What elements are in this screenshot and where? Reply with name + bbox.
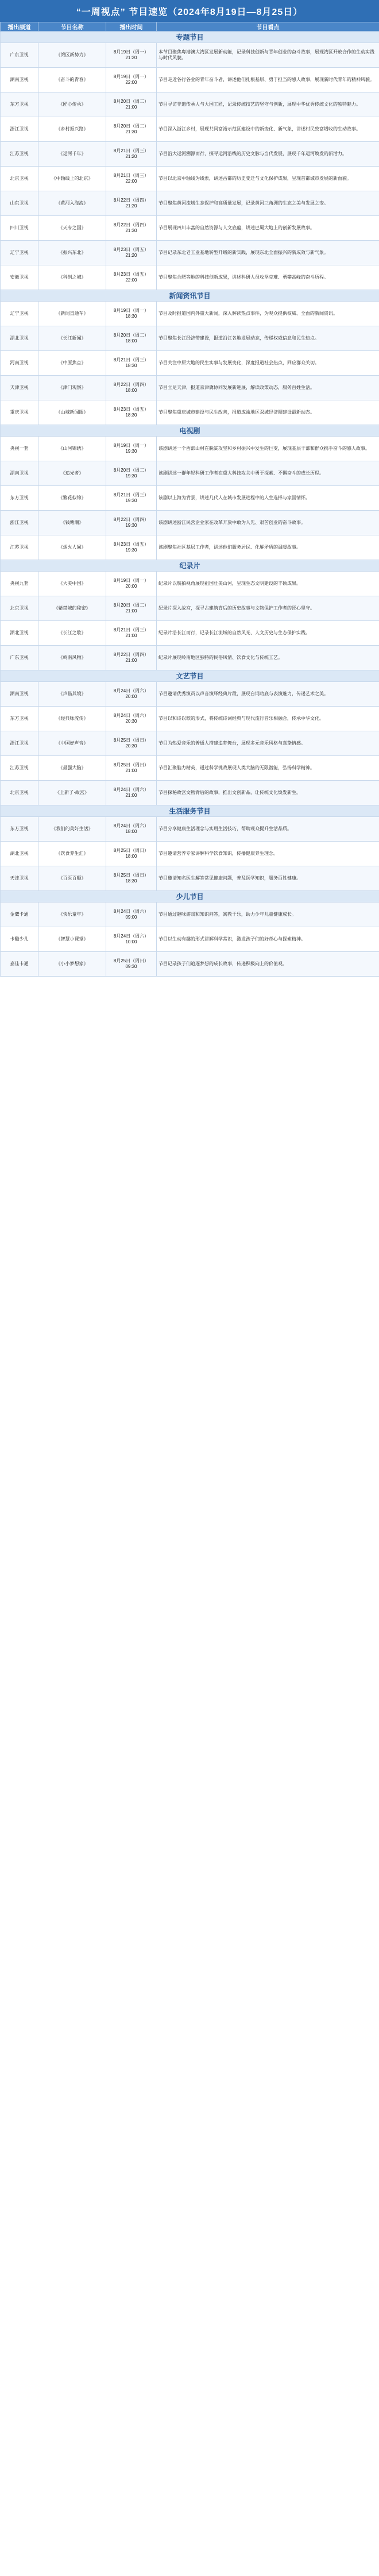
description-cell: 节目邀请营养专家讲解科学饮食知识，传播健康养生理念。 bbox=[157, 842, 379, 866]
program-cell: 《大美中国》 bbox=[38, 572, 106, 596]
time-cell: 8月24日（周六）10:00 bbox=[106, 927, 157, 952]
table-row bbox=[1, 326, 379, 351]
channel-cell: 央视九套 bbox=[1, 572, 38, 596]
table-row bbox=[1, 117, 379, 142]
table-header-row bbox=[1, 22, 379, 32]
table-row bbox=[1, 302, 379, 326]
description-cell: 本节目聚焦粤港澳大湾区发展新动能，记录科技创新与青年创业的奋斗故事，展现湾区开放合作的生动实践与时代风貌。 bbox=[157, 43, 379, 68]
category-row bbox=[1, 891, 379, 903]
time-cell: 8月24日（周六）20:30 bbox=[106, 707, 157, 731]
description-cell: 该剧以上海为背景，讲述几代人在城市发展进程中的人生选择与家国情怀。 bbox=[157, 486, 379, 511]
category-row bbox=[1, 560, 379, 572]
channel-cell: 北京卫视 bbox=[1, 781, 38, 805]
channel-cell: 嘉佳卡通 bbox=[1, 952, 38, 977]
channel-cell: 四川卫视 bbox=[1, 216, 38, 241]
description-cell: 纪录片展现岭南地区独特的民俗风情、饮食文化与传统工艺。 bbox=[157, 646, 379, 670]
time-cell: 8月23日（周五）22:00 bbox=[106, 265, 157, 290]
table-row bbox=[1, 265, 379, 290]
program-cell: 《新闻直通车》 bbox=[38, 302, 106, 326]
program-cell: 《百医百顺》 bbox=[38, 866, 106, 891]
category-title: 纪录片 bbox=[1, 560, 379, 572]
time-cell: 8月22日（周四）18:00 bbox=[106, 376, 157, 400]
table-row bbox=[1, 952, 379, 977]
category-row bbox=[1, 32, 379, 43]
program-cell: 《声临其境》 bbox=[38, 682, 106, 707]
program-cell: 《山河锦绣》 bbox=[38, 437, 106, 461]
program-cell: 《追光者》 bbox=[38, 461, 106, 486]
table-row bbox=[1, 486, 379, 511]
program-cell: 《天府之国》 bbox=[38, 216, 106, 241]
description-cell: 节目记录东北老工业基地转型升级的新实践，展现东北全面振兴的新成效与新气象。 bbox=[157, 241, 379, 265]
column-header-time: 播出时间 bbox=[106, 22, 157, 32]
channel-cell: 东方卫视 bbox=[1, 486, 38, 511]
description-cell: 节目通过趣味游戏和知识问答，寓教于乐，助力少年儿童健康成长。 bbox=[157, 903, 379, 927]
time-cell: 8月22日（周四）21:20 bbox=[106, 191, 157, 216]
time-cell: 8月23日（周五）19:30 bbox=[106, 535, 157, 560]
time-cell: 8月25日（周日）09:30 bbox=[106, 952, 157, 977]
channel-cell: 山东卫视 bbox=[1, 191, 38, 216]
channel-cell: 央视一套 bbox=[1, 437, 38, 461]
program-cell: 《紫禁城的秘密》 bbox=[38, 596, 106, 621]
channel-cell: 湖北卫视 bbox=[1, 842, 38, 866]
time-cell: 8月23日（周五）18:30 bbox=[106, 400, 157, 425]
program-cell: 《我们的美好生活》 bbox=[38, 817, 106, 842]
program-cell: 《长江之歌》 bbox=[38, 621, 106, 646]
description-cell: 节目以和诗以歌的形式，将传统诗词经典与现代流行音乐相融合，传承中华文化。 bbox=[157, 707, 379, 731]
table-row bbox=[1, 43, 379, 68]
description-cell: 节目聚焦黄河流域生态保护和高质量发展，记录黄河三角洲的生态之美与发展之变。 bbox=[157, 191, 379, 216]
description-cell: 该剧聚焦社区基层工作者，讲述他们服务居民、化解矛盾的温暖故事。 bbox=[157, 535, 379, 560]
table-row bbox=[1, 866, 379, 891]
description-cell: 纪录片深入故宫，探寻古建筑背后的历史故事与文物保护工作者的匠心坚守。 bbox=[157, 596, 379, 621]
program-cell: 《乡村振兴路》 bbox=[38, 117, 106, 142]
page-title: “一周视点” 节目速览（2024年8月19日—8月25日） bbox=[0, 0, 379, 22]
description-cell: 节目沿大运河溯源而行，探寻运河沿线的历史文脉与当代发展，展现千年运河焕发的新活力。 bbox=[157, 142, 379, 167]
program-cell: 《钱塘潮》 bbox=[38, 511, 106, 535]
channel-cell: 北京卫视 bbox=[1, 167, 38, 191]
program-cell: 《长江新闻》 bbox=[38, 326, 106, 351]
description-cell: 节目聚焦长江经济带建设，报道沿江各地发展动态，传递权威信息和民生热点。 bbox=[157, 326, 379, 351]
program-cell: 《中原焦点》 bbox=[38, 351, 106, 376]
time-cell: 8月25日（周日）18:00 bbox=[106, 842, 157, 866]
table-row bbox=[1, 756, 379, 781]
channel-cell: 浙江卫视 bbox=[1, 117, 38, 142]
channel-cell: 金鹰卡通 bbox=[1, 903, 38, 927]
description-cell: 该剧讲述一个西部山村在脱贫攻坚和乡村振兴中发生的巨变，展现基层干部和群众携手奋斗的感人故事。 bbox=[157, 437, 379, 461]
time-cell: 8月21日（周三）19:30 bbox=[106, 486, 157, 511]
channel-cell: 湖南卫视 bbox=[1, 461, 38, 486]
time-cell: 8月21日（周三）21:00 bbox=[106, 621, 157, 646]
program-cell: 《科创之城》 bbox=[38, 265, 106, 290]
channel-cell: 安徽卫视 bbox=[1, 265, 38, 290]
table-row bbox=[1, 142, 379, 167]
table-row bbox=[1, 781, 379, 805]
time-cell: 8月20日（周二）21:00 bbox=[106, 92, 157, 117]
table-row bbox=[1, 241, 379, 265]
description-cell: 节目探秘故宫文物背后的故事，推出文创新品，让传统文化焕发新生。 bbox=[157, 781, 379, 805]
category-title: 电视剧 bbox=[1, 425, 379, 437]
description-cell: 节目展现四川丰富的自然资源与人文底蕴，讲述巴蜀大地上的创新发展故事。 bbox=[157, 216, 379, 241]
channel-cell: 北京卫视 bbox=[1, 596, 38, 621]
description-cell: 节目汇聚脑力精英，通过科学挑战展现人类大脑的无限潜能，弘扬科学精神。 bbox=[157, 756, 379, 781]
table-body bbox=[1, 32, 379, 977]
table-row bbox=[1, 707, 379, 731]
channel-cell: 江苏卫视 bbox=[1, 756, 38, 781]
program-cell: 《快乐童年》 bbox=[38, 903, 106, 927]
table-row bbox=[1, 621, 379, 646]
table-row bbox=[1, 191, 379, 216]
time-cell: 8月19日（周一）20:00 bbox=[106, 572, 157, 596]
time-cell: 8月19日（周一）22:00 bbox=[106, 68, 157, 92]
time-cell: 8月24日（周六）09:00 bbox=[106, 903, 157, 927]
program-cell: 《智慧小课堂》 bbox=[38, 927, 106, 952]
time-cell: 8月25日（周日）18:30 bbox=[106, 866, 157, 891]
channel-cell: 浙江卫视 bbox=[1, 731, 38, 756]
program-cell: 《匠心传承》 bbox=[38, 92, 106, 117]
table-row bbox=[1, 682, 379, 707]
description-cell: 节目关注中原大地的民生实事与发展变化，深度报道社会热点，回应群众关切。 bbox=[157, 351, 379, 376]
description-cell: 节目分享健康生活理念与实用生活技巧，帮助观众提升生活品质。 bbox=[157, 817, 379, 842]
table-row bbox=[1, 376, 379, 400]
time-cell: 8月24日（周六）21:00 bbox=[106, 781, 157, 805]
category-title: 新闻资讯节目 bbox=[1, 290, 379, 302]
program-cell: 《中国好声音》 bbox=[38, 731, 106, 756]
channel-cell: 江苏卫视 bbox=[1, 535, 38, 560]
description-cell: 节目走近各行各业的青年奋斗者，讲述他们扎根基层、勇于担当的感人故事，展现新时代青年的精神风貌。 bbox=[157, 68, 379, 92]
program-cell: 《振兴东北》 bbox=[38, 241, 106, 265]
table-row bbox=[1, 437, 379, 461]
time-cell: 8月20日（周二）19:30 bbox=[106, 461, 157, 486]
description-cell: 节目寻访非遗传承人与大国工匠，记录传统技艺的坚守与创新，展现中华优秀传统文化的独特魅力。 bbox=[157, 92, 379, 117]
program-cell: 《湾区新势力》 bbox=[38, 43, 106, 68]
time-cell: 8月22日（周四）21:00 bbox=[106, 646, 157, 670]
description-cell: 节目聚焦重庆城市建设与民生改善，报道成渝地区双城经济圈建设最新动态。 bbox=[157, 400, 379, 425]
channel-cell: 浙江卫视 bbox=[1, 511, 38, 535]
table-row bbox=[1, 511, 379, 535]
time-cell: 8月25日（周日）20:30 bbox=[106, 731, 157, 756]
category-title: 生活服务节目 bbox=[1, 805, 379, 817]
channel-cell: 辽宁卫视 bbox=[1, 302, 38, 326]
program-cell: 《繁花似锦》 bbox=[38, 486, 106, 511]
program-cell: 《运河千年》 bbox=[38, 142, 106, 167]
category-title: 少儿节目 bbox=[1, 891, 379, 903]
table-row bbox=[1, 216, 379, 241]
time-cell: 8月19日（周一）19:30 bbox=[106, 437, 157, 461]
time-cell: 8月25日（周日）21:00 bbox=[106, 756, 157, 781]
time-cell: 8月23日（周五）21:20 bbox=[106, 241, 157, 265]
time-cell: 8月24日（周六）20:00 bbox=[106, 682, 157, 707]
description-cell: 节目为热爱音乐的普通人搭建追梦舞台，展现多元音乐风格与真挚情感。 bbox=[157, 731, 379, 756]
program-cell: 《岭南风物》 bbox=[38, 646, 106, 670]
column-header-description: 节目看点 bbox=[157, 22, 379, 32]
description-cell: 节目邀请优秀演员以声音演绎经典片段，展现台词功底与表演魅力，传递艺术之美。 bbox=[157, 682, 379, 707]
column-header-program: 节目名称 bbox=[38, 22, 106, 32]
program-cell: 《津门观察》 bbox=[38, 376, 106, 400]
table-row bbox=[1, 92, 379, 117]
description-cell: 节目及时报道国内外重大新闻，深入解读热点事件，为观众提供权威、全面的新闻资讯。 bbox=[157, 302, 379, 326]
channel-cell: 湖北卫视 bbox=[1, 621, 38, 646]
description-cell: 该剧讲述浙江民营企业家在改革开放中敢为人先、艰苦创业的奋斗故事。 bbox=[157, 511, 379, 535]
program-cell: 《黄河入海流》 bbox=[38, 191, 106, 216]
description-cell: 节目记录孩子们追逐梦想的成长故事，传递积极向上的价值观。 bbox=[157, 952, 379, 977]
program-cell: 《经典咏流传》 bbox=[38, 707, 106, 731]
table-row bbox=[1, 817, 379, 842]
program-cell: 《奋斗的青春》 bbox=[38, 68, 106, 92]
program-cell: 《饮食养生汇》 bbox=[38, 842, 106, 866]
description-cell: 纪录片以航拍视角展现祖国壮美山河，呈现生态文明建设的丰硕成果。 bbox=[157, 572, 379, 596]
description-cell: 节目立足天津，报道京津冀协同发展新进展，解读政策动态，服务百姓生活。 bbox=[157, 376, 379, 400]
program-cell: 《烟火人间》 bbox=[38, 535, 106, 560]
table-row bbox=[1, 927, 379, 952]
program-cell: 《中轴线上的北京》 bbox=[38, 167, 106, 191]
table-row bbox=[1, 596, 379, 621]
table-row bbox=[1, 68, 379, 92]
channel-cell: 江苏卫视 bbox=[1, 142, 38, 167]
category-title: 专题节目 bbox=[1, 32, 379, 43]
table-row bbox=[1, 903, 379, 927]
time-cell: 8月20日（周二）21:30 bbox=[106, 117, 157, 142]
time-cell: 8月21日（周三）22:00 bbox=[106, 167, 157, 191]
table-row bbox=[1, 461, 379, 486]
time-cell: 8月21日（周三）18:30 bbox=[106, 351, 157, 376]
time-cell: 8月22日（周四）19:30 bbox=[106, 511, 157, 535]
time-cell: 8月20日（周二）18:00 bbox=[106, 326, 157, 351]
channel-cell: 东方卫视 bbox=[1, 92, 38, 117]
table-row bbox=[1, 351, 379, 376]
channel-cell: 卡酷少儿 bbox=[1, 927, 38, 952]
column-header-channel: 播出频道 bbox=[1, 22, 38, 32]
table-row bbox=[1, 400, 379, 425]
channel-cell: 河南卫视 bbox=[1, 351, 38, 376]
description-cell: 该剧讲述一群年轻科研工作者在重大科技攻关中勇于探索、不懈奋斗的成长历程。 bbox=[157, 461, 379, 486]
description-cell: 节目深入浙江乡村，展现共同富裕示范区建设中的新变化、新气象，讲述村民致富增收的生动故事。 bbox=[157, 117, 379, 142]
description-cell: 节目以生动有趣的形式讲解科学常识，激发孩子们的好奇心与探索精神。 bbox=[157, 927, 379, 952]
channel-cell: 重庆卫视 bbox=[1, 400, 38, 425]
channel-cell: 湖北卫视 bbox=[1, 326, 38, 351]
channel-cell: 湖南卫视 bbox=[1, 68, 38, 92]
category-row bbox=[1, 425, 379, 437]
program-cell: 《最强大脑》 bbox=[38, 756, 106, 781]
category-row bbox=[1, 670, 379, 682]
category-row bbox=[1, 805, 379, 817]
channel-cell: 辽宁卫视 bbox=[1, 241, 38, 265]
category-row bbox=[1, 290, 379, 302]
time-cell: 8月19日（周一）21:20 bbox=[106, 43, 157, 68]
description-cell: 节目以北京中轴线为线索，讲述古都的历史变迁与文化保护成果，呈现首都城市发展的新面貌。 bbox=[157, 167, 379, 191]
channel-cell: 东方卫视 bbox=[1, 817, 38, 842]
channel-cell: 广东卫视 bbox=[1, 43, 38, 68]
description-cell: 纪录片沿长江而行，记录长江流域的自然风光、人文历史与生态保护实践。 bbox=[157, 621, 379, 646]
channel-cell: 湖南卫视 bbox=[1, 682, 38, 707]
channel-cell: 天津卫视 bbox=[1, 376, 38, 400]
time-cell: 8月21日（周三）21:20 bbox=[106, 142, 157, 167]
description-cell: 节目聚焦合肥等地的科技创新成果，讲述科研人员攻坚克难、勇攀高峰的奋斗历程。 bbox=[157, 265, 379, 290]
channel-cell: 天津卫视 bbox=[1, 866, 38, 891]
table-row bbox=[1, 167, 379, 191]
table-row bbox=[1, 646, 379, 670]
program-cell: 《小小梦想家》 bbox=[38, 952, 106, 977]
category-title: 文艺节目 bbox=[1, 670, 379, 682]
table-row bbox=[1, 572, 379, 596]
description-cell: 节目邀请知名医生解答常见健康问题，普及医学知识，服务百姓健康。 bbox=[157, 866, 379, 891]
table-row bbox=[1, 535, 379, 560]
time-cell: 8月22日（周四）21:30 bbox=[106, 216, 157, 241]
channel-cell: 广东卫视 bbox=[1, 646, 38, 670]
program-table bbox=[0, 22, 379, 977]
channel-cell: 东方卫视 bbox=[1, 707, 38, 731]
table-row bbox=[1, 731, 379, 756]
table-row bbox=[1, 842, 379, 866]
program-cell: 《上新了·故宫》 bbox=[38, 781, 106, 805]
time-cell: 8月19日（周一）18:30 bbox=[106, 302, 157, 326]
time-cell: 8月20日（周二）21:00 bbox=[106, 596, 157, 621]
program-cell: 《山城新闻眼》 bbox=[38, 400, 106, 425]
time-cell: 8月24日（周六）18:00 bbox=[106, 817, 157, 842]
